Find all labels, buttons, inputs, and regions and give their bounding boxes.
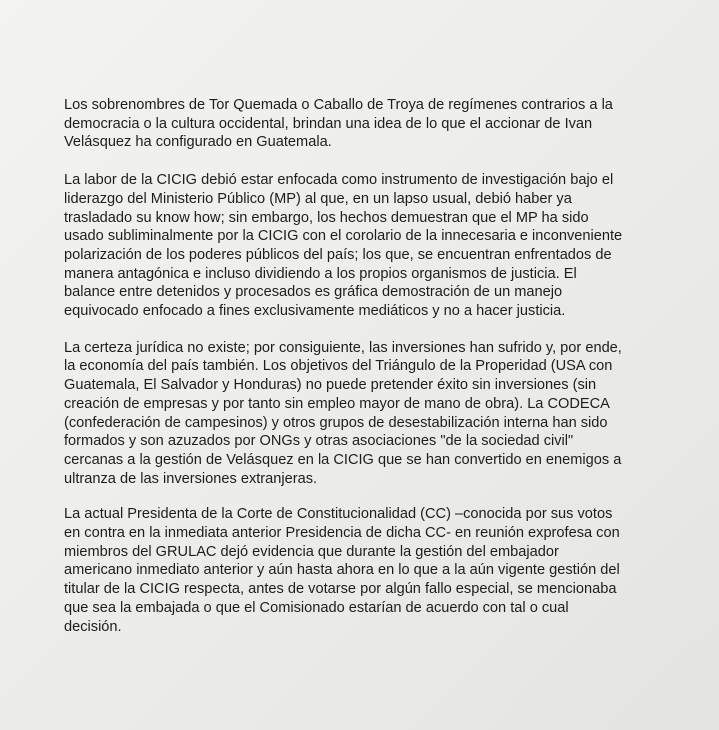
paragraph-2: La labor de la CICIG debió estar enfocada como instrumento de investigación bajo el liderazgo del Ministerio Público (MP) al que, en un lapso usual, debió haber ya trasladado su know how; sin embargo, los hechos demuestran que el MP ha sido usado subliminalmente por la CICIG con el corolario de la innecesaria e inconveniente polarización de los poderes públicos del país; los que, se encuentran enfrentados de manera antagónica e incluso dividiendo a los propios organismos de justicia. El balance entre detenidos y procesados es gráfica demostración de un manejo equivocado enfocado a fines exclusivamente mediáticos y no a hacer justicia.	[64, 172, 623, 320]
paragraph-3: La certeza jurídica no existe; por consiguiente, las inversiones han sufrido y, por ende, la economía del país también. Los objetivos del Triángulo de la Properidad (USA con Guatemala, El Salvador y Honduras) no puede pretender éxito sin inversiones (sin creación de empresas y por tanto sin empleo mayor de mano de obra). La CODECA (confederación de campesinos) y otros grupos de desestabilización interna han sido formados y son azuzados por ONGs y otras asociaciones "de la sociedad civil" cercanas a la gestión de Velásquez en la CICIG que se han convertido en enemigos a ultranza de las inversiones extranjeras.	[64, 339, 622, 487]
paragraph-1: Los sobrenombres de Tor Quemada o Caballo de Troya de regímenes contrarios a la democracia o la cultura occidental, brindan una idea de lo que el accionar de Ivan Velásquez ha configurado en Guatemala.	[64, 97, 613, 151]
paragraph-4: La actual Presidenta de la Corte de Constitucionalidad (CC) –conocida por sus votos en contra en la inmediata anterior Presidencia de dicha CC- en reunión exprofesa con miembros del GRULAC dejó evidencia que durante la gestión del embajador americano inmediato anterior y aún hasta ahora en lo que a la aún vigente gestión del titular de la CICIG respecta, antes de votarse por algún fallo especial, se mencionaba que sea la embajada o que el Comisionado estarían de acuerdo con tal o cual decisión.	[64, 506, 620, 635]
